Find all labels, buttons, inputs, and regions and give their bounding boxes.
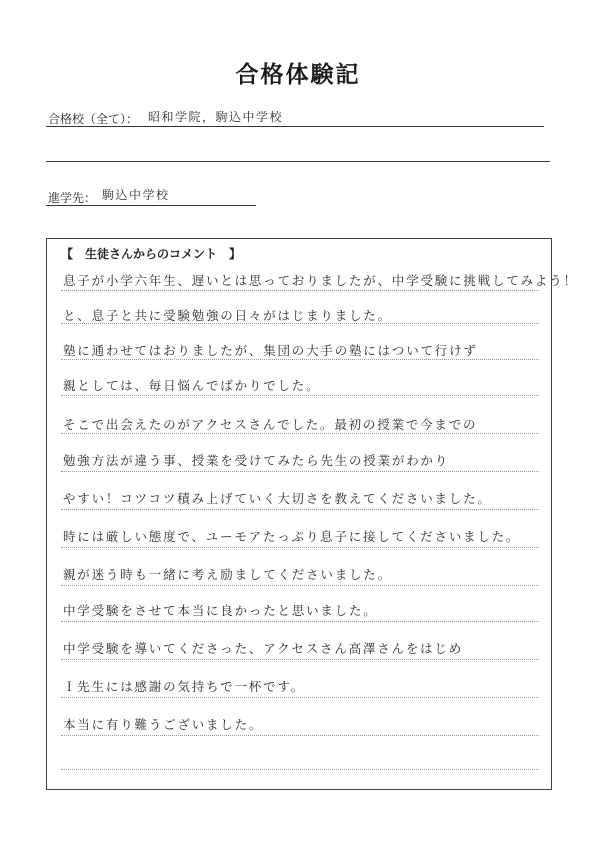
comment-line: 中学受験をさせて本当に良かったと思いました。 [63,603,378,618]
comment-line: やすい！コツコツ積み上げていく大切さを教えてくださいました。 [63,491,492,506]
schools-value: 昭和学院，駒込中学校 [148,110,284,124]
ruled-line [61,395,539,396]
comment-header: 【 生徒さんからのコメント 】 [61,247,242,261]
ruled-line [61,659,539,660]
progression-label: 進学先： [48,191,97,205]
ruled-line [61,471,539,472]
comment-line: と、息子と共に受験勉強の日々がはじまりました。 [63,308,392,323]
comment-box [46,238,578,790]
comment-line: 塾に通わせてはおりましたが、集団の大手の塾にはついて行けず [63,343,478,358]
ruled-line [61,621,539,622]
progression-value: 駒込中学校 [102,188,170,202]
ruled-line [61,290,539,291]
schools-underline [46,126,544,127]
comment-line: 時には厳しい態度で、ユーモアたっぷり息子に接してくださいました。 [63,529,521,544]
schools-label: 合格校（全て）： [48,112,139,126]
ruled-line [61,323,539,324]
comment-line: 親としては、毎日悩んでばかりでした。 [63,378,321,393]
comment-line: そこで出会えたのがアクセスさんでした。最初の授業で今までの [63,417,478,432]
comment-line: 勉強方法が違う事、授業を受けてみたら先生の授業がわかり [63,453,450,468]
page-title: 合格体験記 [235,62,361,88]
comment-line: 親が迷う時も一緒に考え励ましてくださいました。 [63,567,392,582]
comment-line: 本当に有り難うございました。 [63,717,264,732]
ruled-line [61,735,539,736]
ruled-line [61,509,539,510]
comment-line: 息子が小学六年生、遅いとは思っておりましたが、中学受験に挑戦してみよう！ [63,273,578,288]
comment-line: Ｉ先生には感謝の気持ちで一杯です。 [63,679,305,694]
progression-underline [46,205,256,206]
ruled-line [61,359,539,360]
blank-underline [46,161,550,162]
ruled-line [61,769,539,770]
ruled-line [61,697,539,698]
comment-line: 中学受験を導いてくださった、アクセスさん高澤さんをはじめ [63,641,464,656]
ruled-line [61,547,539,548]
ruled-line [61,433,539,434]
ruled-line [61,585,539,586]
